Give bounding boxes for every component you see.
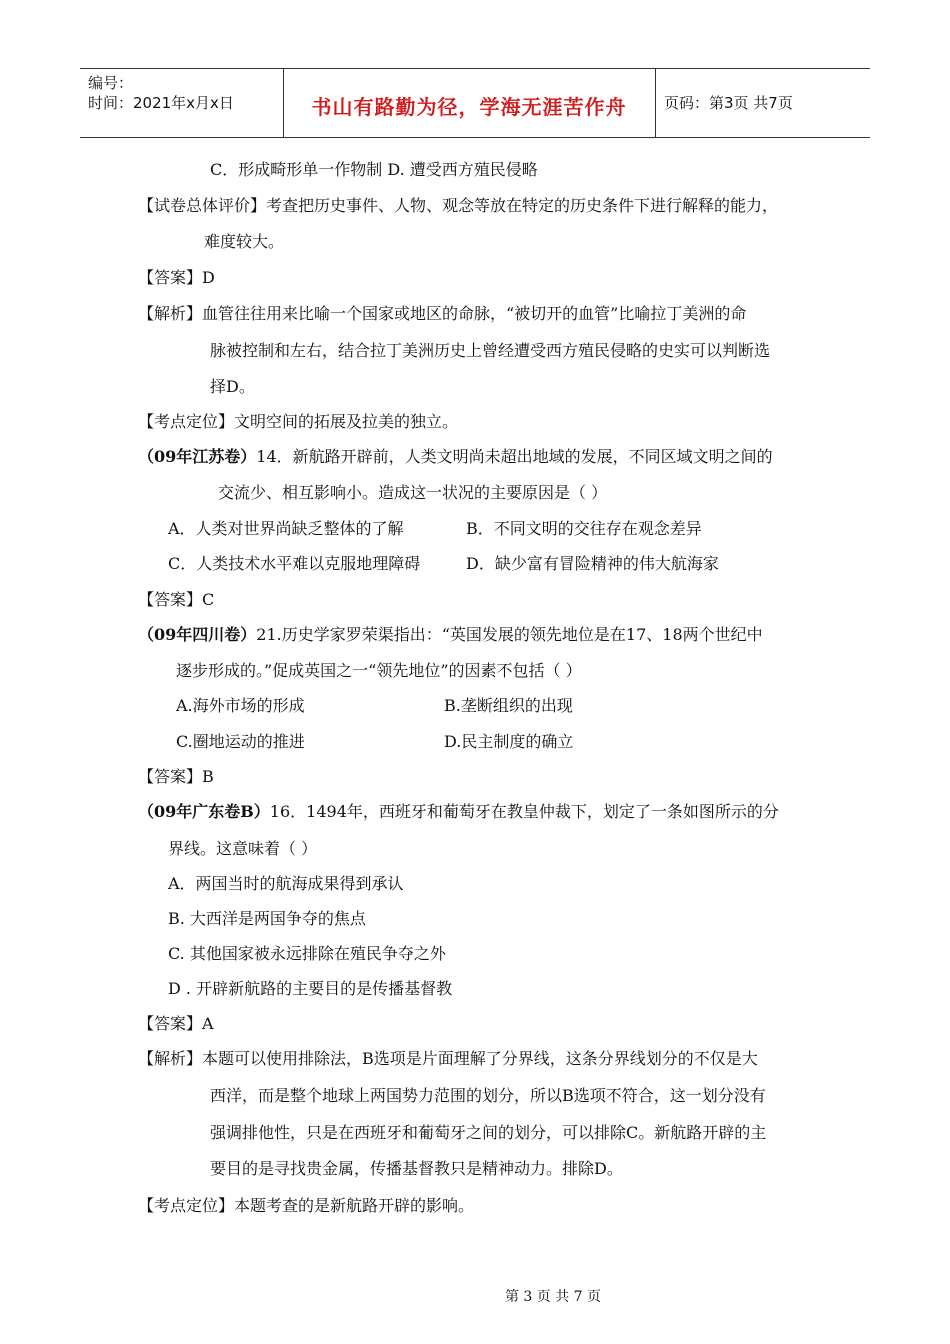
option-line: C．形成畸形单一作物制 D. 遭受西方殖民侵略 bbox=[210, 160, 538, 179]
question-line bbox=[138, 445, 773, 469]
question-source: （09年四川卷） bbox=[138, 625, 257, 644]
option-d: D．缺少富有冒险精神的伟大航海家 bbox=[466, 554, 719, 573]
code-label: 编号： bbox=[88, 74, 134, 92]
option-d: D . 开辟新航路的主要目的是传播基督教 bbox=[168, 979, 453, 998]
question-text: 16．1494年，西班牙和葡萄牙在教皇仲裁下，划定了一条如图所示的分 bbox=[269, 802, 779, 821]
analysis-line: 要目的是寻找贵金属，传播基督教只是精神动力。排除D。 bbox=[210, 1159, 623, 1178]
question-text: 14．新航路开辟前，人类文明尚未超出地域的发展，不同区域文明之间的 bbox=[256, 447, 773, 466]
date-label: 时间：2021年x月x日 bbox=[88, 94, 234, 112]
option-c: C. 其他国家被永远排除在殖民争夺之外 bbox=[168, 944, 446, 963]
evaluation-line: 【试卷总体评价】考查把历史事件、人物、观念等放在特定的历史条件下进行解释的能力， bbox=[138, 196, 779, 215]
evaluation-line: 难度较大。 bbox=[204, 232, 285, 251]
question-line bbox=[138, 800, 779, 824]
analysis-line: 西洋，而是整个地球上两国势力范围的划分，所以B选项不符合，这一划分没有 bbox=[210, 1086, 766, 1105]
question-text: 21.历史学家罗荣渠指出：“英国发展的领先地位是在17、18两个世纪中 bbox=[256, 625, 763, 644]
motto: 书山有路勤为径，学海无涯苦作舟 bbox=[311, 95, 627, 119]
option-d: D.民主制度的确立 bbox=[444, 732, 574, 751]
option-c: C.圈地运动的推进 bbox=[176, 732, 305, 751]
option-a: A.海外市场的形成 bbox=[176, 696, 305, 715]
analysis-line: 【解析】本题可以使用排除法，B选项是片面理解了分界线，这条分界线划分的不仅是大 bbox=[138, 1049, 758, 1068]
answer-line: 【答案】D bbox=[138, 268, 215, 287]
analysis-line: 强调排他性，只是在西班牙和葡萄牙之间的划分，可以排除C。新航路开辟的主 bbox=[210, 1123, 767, 1142]
page-info: 页码：第3页 共7页 bbox=[664, 94, 793, 112]
header-motto-cell bbox=[283, 69, 656, 137]
option-b: B.垄断组织的出现 bbox=[444, 696, 573, 715]
answer-line: 【答案】C bbox=[138, 590, 215, 609]
option-c: C．人类技术水平难以克服地理障碍 bbox=[168, 554, 421, 573]
answer-line: 【答案】B bbox=[138, 767, 214, 786]
header-meta bbox=[80, 69, 284, 137]
page-footer bbox=[0, 1286, 950, 1306]
page-number: 第 3 页 共 7 页 bbox=[504, 1289, 602, 1305]
question-line: 逐步形成的。”促成英国之一“领先地位”的因素不包括（ ） bbox=[176, 661, 582, 680]
topic-line: 【考点定位】本题考查的是新航路开辟的影响。 bbox=[138, 1196, 475, 1215]
question-source: （09年广东卷B） bbox=[138, 802, 270, 821]
option-a: A．人类对世界尚缺乏整体的了解 bbox=[168, 519, 404, 538]
answer-line: 【答案】A bbox=[138, 1014, 214, 1033]
question-line: 交流少、相互影响小。造成这一状况的主要原因是（ ） bbox=[218, 483, 608, 502]
header-page-cell bbox=[656, 69, 870, 137]
question-line: 界线。这意味着（ ） bbox=[168, 839, 318, 858]
question-source: （09年江苏卷） bbox=[138, 447, 257, 466]
option-a: A．两国当时的航海成果得到承认 bbox=[168, 874, 404, 893]
analysis-line: 【解析】血管往往用来比喻一个国家或地区的命脉，“被切开的血管”比喻拉丁美洲的命 bbox=[138, 304, 747, 323]
analysis-line: 脉被控制和左右，结合拉丁美洲历史上曾经遭受西方殖民侵略的史实可以判断选 bbox=[210, 341, 771, 360]
page-header bbox=[80, 68, 870, 138]
option-b: B. 大西洋是两国争夺的焦点 bbox=[168, 909, 366, 928]
option-b: B．不同文明的交往存在观念差异 bbox=[466, 519, 702, 538]
topic-line: 【考点定位】文明空间的拓展及拉美的独立。 bbox=[138, 412, 459, 431]
analysis-line: 择D。 bbox=[210, 377, 255, 396]
question-line bbox=[138, 623, 763, 647]
